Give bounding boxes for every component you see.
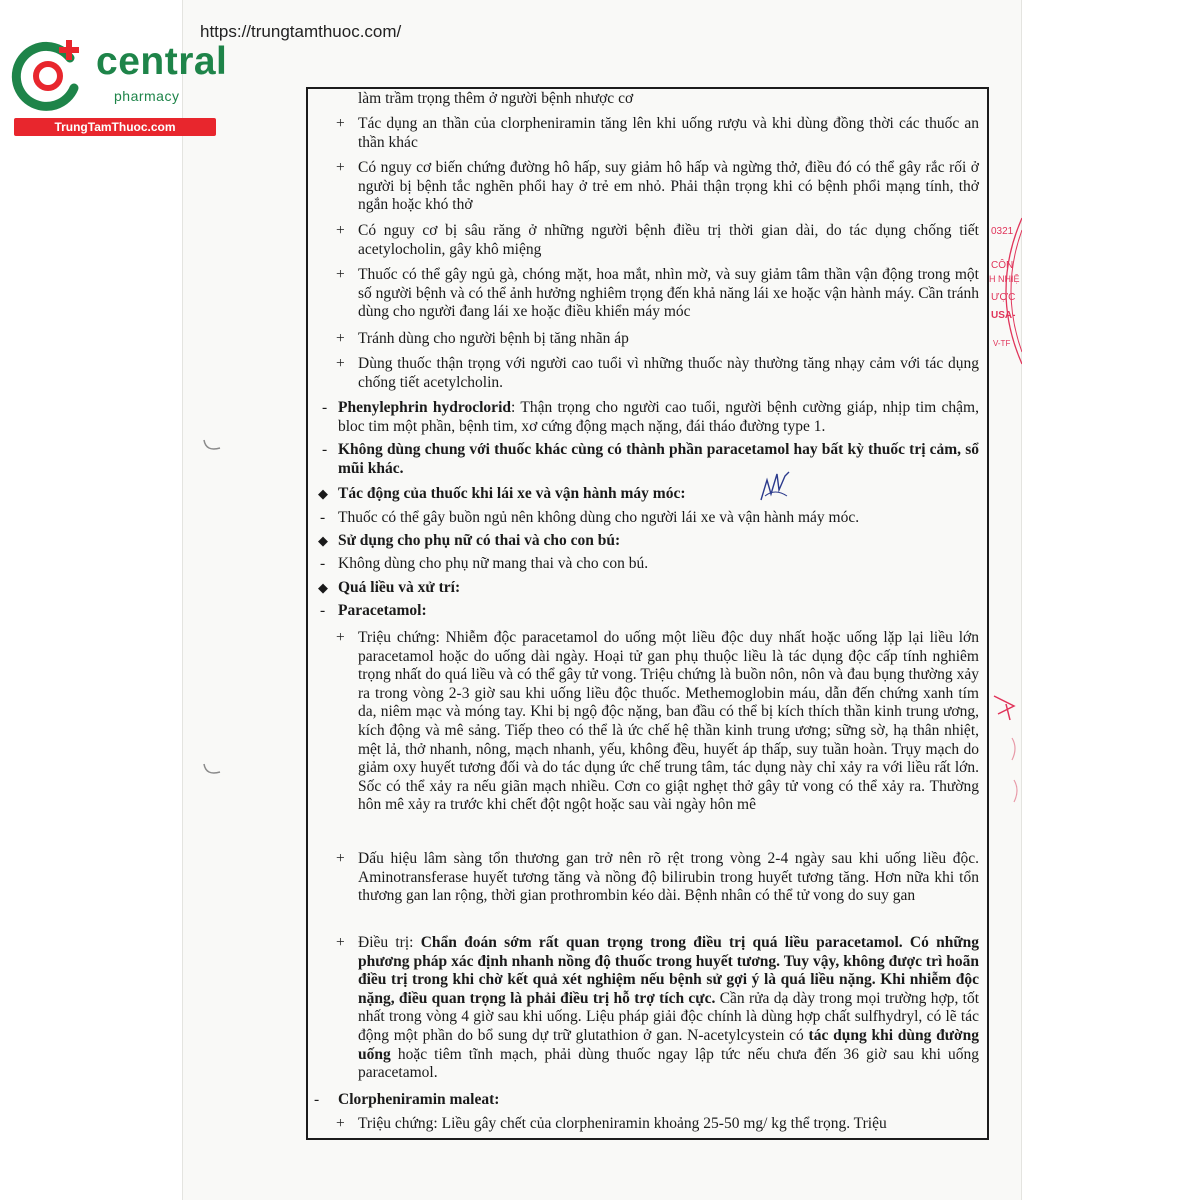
document-frame [306,87,989,1140]
diamond-bullet: ◆ [318,580,328,595]
list-item [308,1115,895,1134]
punch-hole-mark [200,756,224,780]
brand-tagline: TrungTamThuoc.com [14,118,216,136]
list-item-text: Không dùng cho phụ nữ mang thai và cho con bú. [338,555,649,572]
treatment-text [358,934,979,1083]
plus-bullet: + [336,266,345,283]
list-item-text: Tác dụng an thần của clorpheniramin tăng lên khi uống rượu và khi dùng đồng thời các thuốc an thần khác [358,115,979,151]
drug-name: Phenylephrin hydroclorid [338,399,511,416]
section-title: Sử dụng cho phụ nữ có thai và cho con bú: [338,532,621,549]
list-item [308,629,987,815]
list-item-text: Dấu hiệu lâm sàng tổn thương gan trở nên rõ rệt trong vòng 2-4 ngày sau khi uống liều độc. Aminotransferase huyết tương tăng và nồng độ bilirubin trong huyết tương tăng. Hơn nữa khi tổn thương gan lan rộng, thời gian prothrombin kéo dài. Bệnh nhân có thể tử vong do suy gan [358,850,979,905]
list-item-text: Có nguy cơ bị sâu răng ở những người bệnh điều trị thời gian dài, do tác dụng chống tiết acetylocholin, gây khô miệng [358,222,979,258]
brand-name: central [96,40,228,83]
list-item [308,934,987,1083]
list-item-text: Thuốc có thể gây ngủ gà, chóng mặt, hoa mắt, nhìn mờ, và suy giảm tâm thần vận động trong một số người bệnh và có thể ảnh hưởng nghiêm trọng đến khả năng lái xe hoặc vận hành máy. Cần tránh dùng cho người đang lái xe hoặc điều khiển máy móc [358,266,979,321]
paragraph-text: Điều trị: [358,934,421,951]
plus-bullet: + [336,629,345,646]
emphasis-text: tác dụng khi dùng đường uống [358,1026,979,1063]
dash-bullet: - [320,509,326,526]
list-item [308,509,867,528]
subsection-title: Clorpheniramin maleat: [338,1091,500,1108]
stamp-ink-mark [992,690,1022,810]
list-item [308,115,987,152]
stamp-text: V-TF [993,339,1011,348]
paragraph-text: hoặc tiêm tĩnh mạch, phải dùng thuốc ngay lập tức nếu chưa đến 36 giờ sau khi uống paracetamol. [358,1045,979,1082]
dash-bullet: - [320,602,326,619]
source-url[interactable]: https://trungtamthuoc.com/ [200,22,402,41]
dash-bullet: - [320,555,326,572]
section-heading [308,485,694,504]
stamp-text: ƯỢC [991,292,1016,303]
plus-bullet: + [336,934,345,951]
plus-bullet: + [336,222,345,239]
list-item-text: Thuốc có thể gây buồn ngủ nên không dùng cho người lái xe và vận hành máy móc. [338,509,860,526]
list-item-text: Có nguy cơ biến chứng đường hô hấp, suy giảm hô hấp và ngừng thở, điều đó có thể gây rắc rối ở người bị bệnh tắc nghẽn phổi hay ở trẻ em nhỏ. Phải thận trọng khi có bệnh phổi mạng tính, thở ngắn hoặc khó thở [358,159,979,214]
paragraph-text: : Thận trọng cho người cao tuổi, người bệnh cường giáp, nhịp tim chậm, bloc tim một phần, bệnh tim, xơ cứng động mạch nặng, đái tháo đường type 1. [338,399,979,435]
list-item [308,355,987,392]
dash-bullet: - [322,441,328,458]
sub-heading [308,1091,507,1110]
list-item [308,266,987,322]
paragraph-text: làm trầm trọng thêm ở người bệnh nhược cơ [358,90,634,107]
plus-bullet: + [336,159,345,176]
plus-bullet: + [336,850,345,867]
list-item [308,441,987,478]
emphasis-text: Chẩn đoán sớm rất quan trọng trong điều trị quá liều paracetamol. Có những phương pháp xác định nhanh nồng độ thuốc trong huyết tương. Tuy vậy, không được trì hoãn điều trị trong khi chờ kết quả xét nghiệm nếu bệnh sử gợi ý là quá liều nặng. Khi nhiễm độc nặng, điều quan trọng là phải điều trị hỗ trợ tích cực. [358,934,979,1007]
list-item [308,399,987,436]
plus-bullet: + [336,115,345,132]
stamp-text: USA- [991,310,1016,321]
sub-heading [308,602,435,621]
list-item [308,330,637,349]
plus-bullet: + [336,1115,345,1132]
list-item [308,159,987,215]
diamond-bullet: ◆ [318,533,328,548]
list-item-text: Triệu chứng: Liều gây chết của clorpheniramin khoảng 25-50 mg/ kg thể trọng. Triệu [358,1115,887,1132]
pharmacy-cross-icon [8,36,88,116]
list-item-text: Dùng thuốc thận trọng với người cao tuổi vì những thuốc này thường tăng nhạy cảm với tác dụng chống tiết acetylcholin. [358,355,979,391]
list-item [308,222,987,259]
company-stamp [988,216,1022,366]
paragraph-text: Cần rửa dạ dày trong mọi trường hợp, tốt nhất trong vòng 4 giờ sau khi uống. Liệu pháp giải độc chính là dùng hợp chất sulfhydryl, có lẽ tác động một phần do bổ sung dự trữ glutathion ở gan. N-acetylcystein có [358,989,980,1044]
list-item [308,850,987,906]
plus-bullet: + [336,330,345,347]
stamp-text: CÔN [991,260,1014,271]
diamond-bullet: ◆ [318,486,328,501]
brand-logo[interactable] [8,36,228,136]
stamp-text: 0321 [991,226,1014,237]
section-heading [308,579,468,598]
dash-bullet: - [314,1091,320,1108]
list-item [308,555,656,574]
section-heading [308,532,628,551]
continuation-line [308,90,641,109]
dash-bullet: - [322,399,328,416]
section-title: Tác động của thuốc khi lái xe và vận hành máy móc: [338,485,686,502]
brand-subtitle: pharmacy [114,88,180,104]
punch-hole-mark [200,432,224,456]
warning-text: Không dùng chung với thuốc khác cùng có thành phần paracetamol hay bất kỳ thuốc trị cảm, sổ mũi khác. [338,441,979,477]
list-item-text: Tránh dùng cho người bệnh bị tăng nhãn áp [358,330,629,347]
subsection-title: Paracetamol: [338,602,427,619]
plus-bullet: + [336,355,345,372]
list-item-text: Triệu chứng: Nhiễm độc paracetamol do uống một liều độc duy nhất hoặc uống lặp lại liều lớn paracetamol hoặc do uống dài ngày. Hoại tử gan phụ thuộc liều là tác dụng độc cấp tính nghiêm trọng nhất do quá liều và có thể gây tử vong. Triệu chứng là buồn nôn, nôn và đau bụng thường xảy ra trong vòng 2-3 giờ sau khi uống liều độc thuốc. Methemoglobin máu, dẫn đến chứng xanh tím da, niêm mạc và móng tay. Khi bị ngộ độc nặng, ban đầu có thể bị kích thích thần kinh trung ương, kích động và mê sảng. Tiếp theo có thể là ức chế hệ thần kinh trung ương; sững sờ, hạ thân nhiệt, mệt lả, thở nhanh, nông, mạch nhanh, yếu, không đều, huyết áp thấp, suy tuần hoàn. Trụy mạch do giảm oxy huyết tương đối và do tác dụng ức chế trung tâm, tác dụng này chỉ xảy ra với liều rất lớn. Sốc có thể xảy ra nếu giãn mạch nhiều. Cơn co giật nghẹt thở gây tử vong có thể xảy ra. Thường hôn mê xảy ra trước khi chết đột ngột hoặc sau vài ngày hôn mê [358,629,979,814]
stamp-text: H NHIỆ [989,274,1020,284]
section-title: Quá liều và xử trí: [338,579,461,596]
phenylephrine-note [338,399,979,436]
